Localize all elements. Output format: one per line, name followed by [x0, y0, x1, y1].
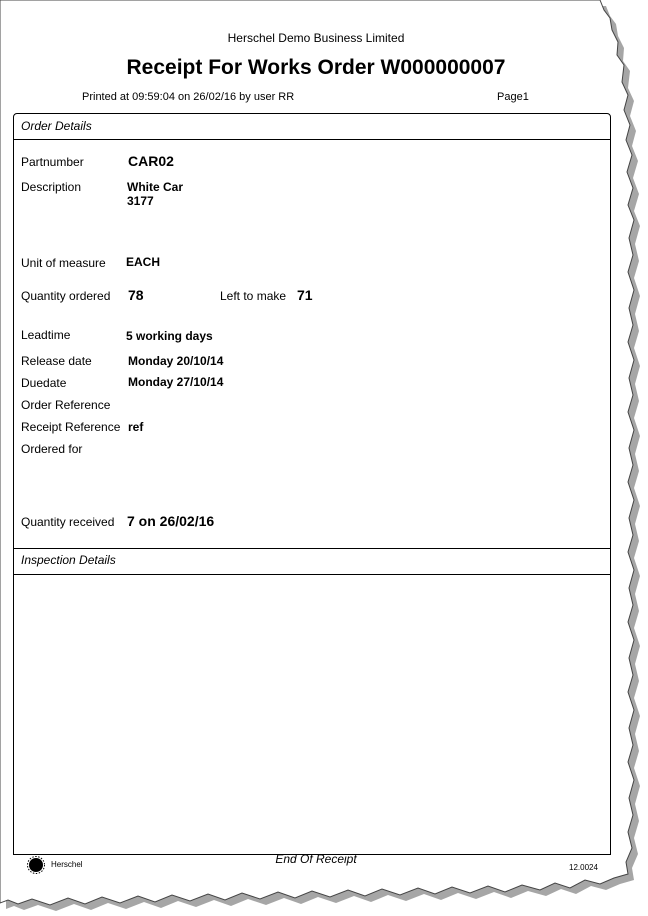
partnumber-value: CAR02	[128, 153, 174, 169]
ordered-for-label: Ordered for	[21, 442, 83, 456]
description-value-line1: White Car	[127, 180, 184, 194]
release-date-value: Monday 20/10/14	[128, 354, 224, 368]
release-date-label: Release date	[21, 354, 92, 368]
receipt-title: Receipt For Works Order W000000007	[126, 56, 506, 79]
inspection-details-title: Inspection Details	[21, 553, 116, 567]
leadtime-label: Leadtime	[21, 328, 71, 342]
leadtime-value: 5 working days	[126, 329, 213, 343]
page-number: Page1	[497, 91, 529, 103]
section-divider	[14, 574, 610, 575]
inspection-details-box	[13, 548, 611, 855]
order-reference-label: Order Reference	[21, 398, 111, 412]
duedate-value: Monday 27/10/14	[128, 375, 224, 389]
unit-value: EACH	[126, 255, 161, 269]
receipt-reference-value: ref	[128, 420, 144, 434]
section-divider	[14, 139, 610, 140]
left-to-make-label: Left to make	[220, 289, 287, 303]
description-label: Description	[21, 180, 82, 194]
partnumber-label: Partnumber	[21, 155, 84, 169]
duedate-label: Duedate	[21, 376, 67, 390]
footer-brand: Herschel	[51, 860, 83, 869]
qty-ordered-label: Quantity ordered	[21, 289, 111, 303]
order-details-title: Order Details	[21, 119, 92, 133]
unit-label: Unit of measure	[21, 256, 106, 270]
qty-ordered-value: 78	[128, 287, 144, 303]
qty-received-label: Quantity received	[21, 515, 115, 529]
qty-received-value: 7 on 26/02/16	[127, 513, 215, 529]
description-value-line2: 3177	[127, 194, 154, 208]
left-to-make-value: 71	[297, 287, 313, 303]
order-details-box	[13, 113, 611, 549]
printed-info: Printed at 09:59:04 on 26/02/16 by user RR	[82, 91, 295, 103]
receipt-reference-label: Receipt Reference	[21, 420, 121, 434]
end-of-receipt: End Of Receipt	[275, 852, 357, 866]
company-name: Herschel Demo Business Limited	[227, 31, 405, 45]
version-number: 12.0024	[569, 863, 598, 872]
